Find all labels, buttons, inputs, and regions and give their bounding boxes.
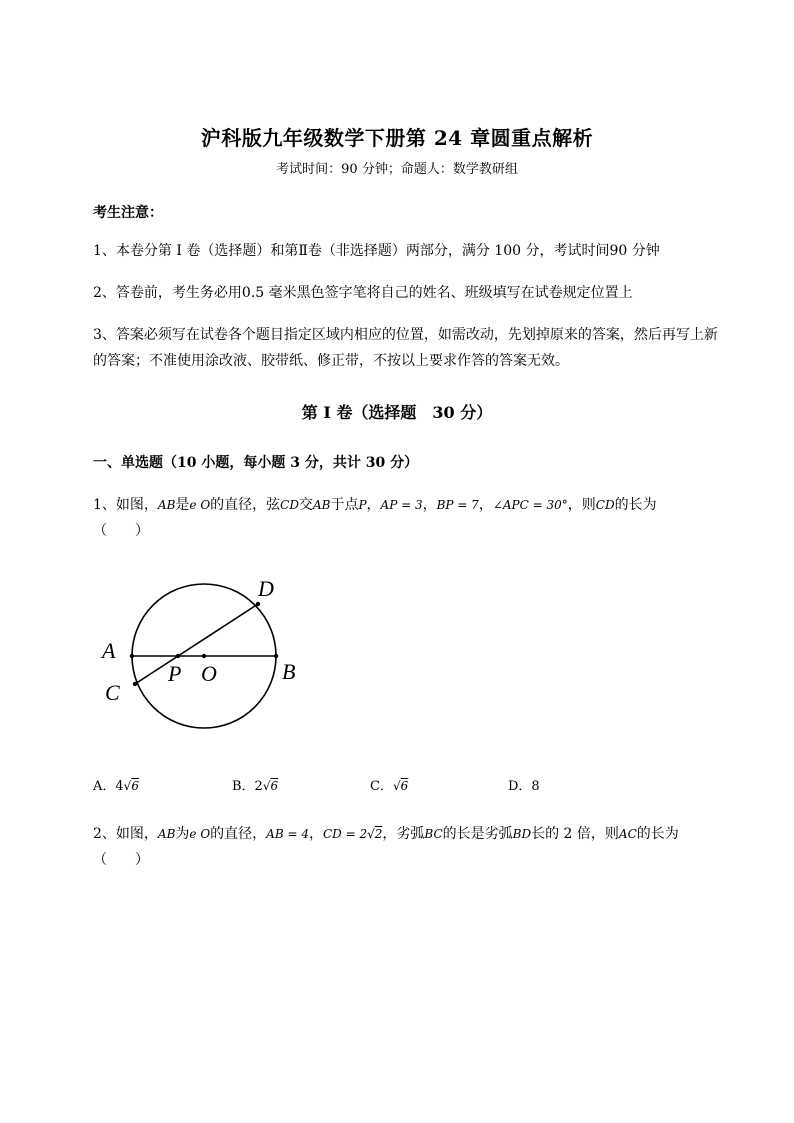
choice-c-radicand: 6 (400, 779, 409, 793)
question-text: 是 (175, 497, 190, 513)
math-expression: AB (312, 498, 331, 512)
chord-cd (135, 604, 258, 684)
answer-blank: （ ） (93, 852, 149, 868)
math-expression: AP = 3 (380, 498, 423, 512)
math-expression: AC (618, 827, 637, 841)
label-o: O (201, 661, 217, 686)
point-b (274, 654, 278, 658)
question-text: ， (308, 826, 323, 842)
question-text: ， (422, 497, 437, 513)
math-expression: BP = 7 (436, 498, 479, 512)
choice-a-label: A．4 (93, 779, 124, 794)
math-expression: P (358, 498, 367, 512)
label-d: D (258, 576, 274, 601)
choice-a-radicand: 6 (131, 779, 139, 793)
choice-b-label: B．2 (232, 779, 263, 794)
point-a (130, 654, 134, 658)
point-p (176, 654, 180, 658)
math-expression: 2 (374, 827, 383, 841)
point-o (202, 654, 206, 658)
part1-title: 第 I 卷（选择题 30 分） (301, 403, 493, 422)
notice-heading: 考生注意： (93, 205, 163, 221)
label-b: B (282, 659, 296, 684)
page-title: 沪科版九年级数学下册第 24 章圆重点解析 (200, 126, 594, 150)
question-text: 的长是劣弧 (442, 826, 513, 842)
question-text: 的直径， (210, 826, 267, 842)
question-text: 的长为 (636, 826, 679, 842)
math-expression: e O (189, 827, 211, 841)
choice-b-radicand: 6 (270, 779, 279, 793)
sqrt-icon: √ (262, 779, 271, 793)
question-text: ， (366, 497, 381, 513)
question-text: 交 (298, 497, 313, 513)
question-text: 于点 (330, 497, 359, 513)
choice-c-label: C． (370, 779, 393, 794)
notice-item-2: 2、答卷前，考生务必用0.5 毫米黑色签字笔将自己的姓名、班级填写在试卷规定位置上 (93, 285, 633, 301)
notice-item-3-line-2: 的答案；不准使用涂改液、胶带纸、修正带，不按以上要求作答的答案无效。 (93, 353, 569, 369)
choice-d: D．8 (508, 779, 540, 794)
label-p: P (168, 661, 182, 686)
circle-figure (90, 568, 310, 743)
question-number: 2、 (93, 826, 116, 842)
point-d (256, 602, 260, 606)
math-expression: AB (157, 827, 176, 841)
choice-b (232, 775, 278, 794)
math-expression: CD (280, 498, 299, 512)
question-text: 长的 2 倍，则 (531, 826, 619, 842)
math-expression: e O (189, 498, 211, 512)
answer-blank: （ ） (93, 523, 149, 539)
math-expression: CD (595, 498, 615, 512)
question-text: ，则 (567, 497, 596, 513)
question-text: ， (478, 497, 493, 513)
question-text: 的长为 (614, 497, 657, 513)
math-expression: AB = 4 (266, 827, 309, 841)
sqrt-icon: √ (123, 779, 132, 793)
math-expression: BD (512, 827, 532, 841)
label-c: C (105, 680, 120, 705)
notice-item-3 (93, 322, 743, 374)
question-number: 1、 (93, 497, 116, 513)
sqrt-icon: √ (367, 827, 375, 841)
question-text: ，劣弧 (382, 826, 425, 842)
label-a: A (102, 638, 116, 663)
math-expression: AB (157, 498, 176, 512)
page-subtitle: 考试时间：90 分钟；命题人：数学教研组 (276, 162, 518, 177)
choice-c (370, 775, 408, 794)
math-expression: ∠APC = 30° (492, 498, 568, 512)
question-text: 为 (175, 826, 190, 842)
point-c (133, 682, 137, 686)
question-text: 如图， (115, 826, 158, 842)
notice-item-1: 1、本卷分第 I 卷（选择题）和第Ⅱ卷（非选择题）两部分，满分 100 分，考试时间90 分钟 (93, 243, 660, 259)
math-expression: BC (424, 827, 443, 841)
question-1-stem (93, 494, 657, 514)
choice-a (93, 775, 139, 794)
notice-item-3-line-1: 3、答案必须写在试卷各个题目指定区域内相应的位置，如需改动，先划掉原来的答案，然后再写上新 (93, 327, 718, 343)
question-text: 如图， (115, 497, 158, 513)
sqrt-icon: √ (392, 779, 401, 793)
math-expression: CD = 2 (322, 827, 368, 841)
question-text: 的直径，弦 (210, 497, 281, 513)
section-heading-single-choice: 一、单选题（10 小题，每小题 3 分，共计 30 分） (93, 455, 419, 471)
question-2-stem (93, 823, 679, 843)
